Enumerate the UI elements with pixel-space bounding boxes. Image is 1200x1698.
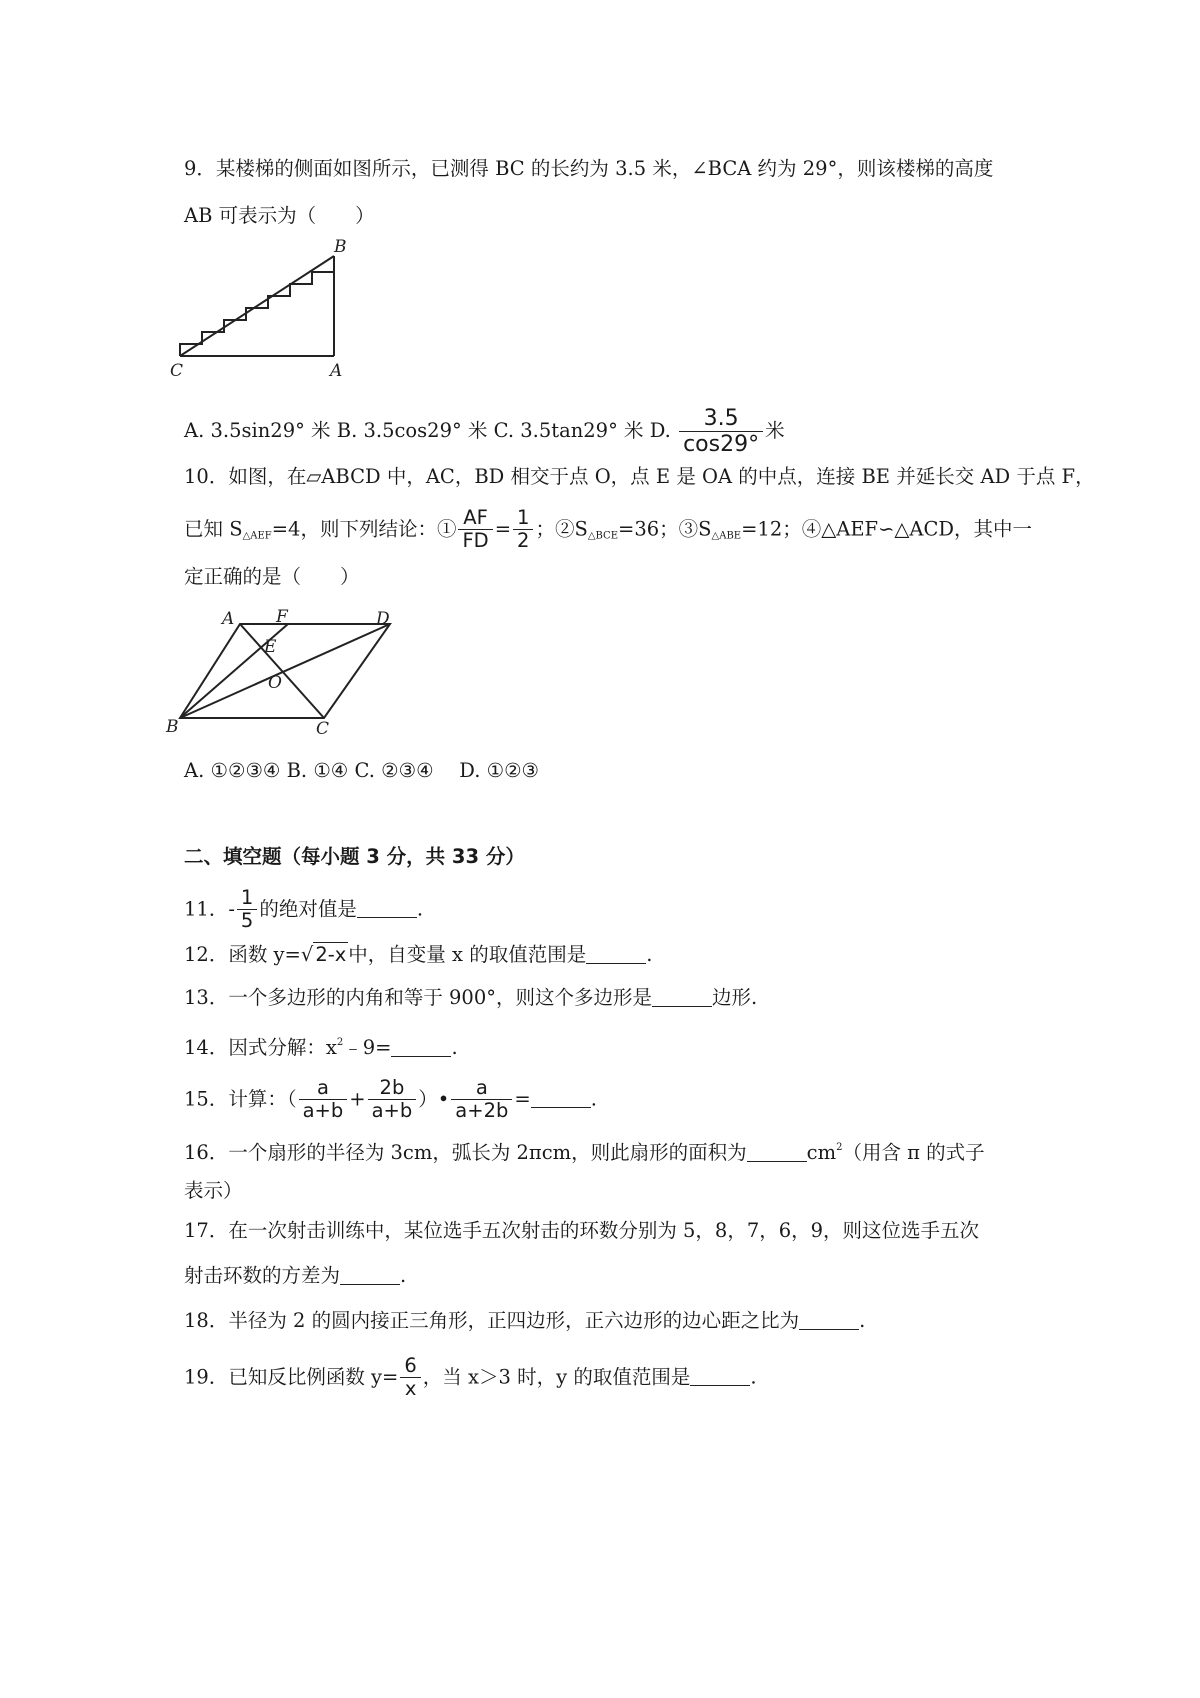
q13 [184,983,757,1013]
q17-pre: 射击环数的方差为 [184,1264,341,1287]
q10-line2 [184,508,1032,552]
q10-text-b: =4，则下列结论：① [271,517,457,541]
q18-end: . [859,1309,866,1332]
stairs-figure [168,228,368,388]
q14-blank [391,1038,451,1057]
label-c: C [316,719,330,739]
q12-end: . [646,943,653,966]
q14-pre: 14．因式分解：x [184,1036,337,1059]
q18-pre: 18．半径为 2 的圆内接正三角形，正四边形，正六边形的边心距之比为 [184,1309,800,1332]
q19 [184,1356,757,1400]
label-f: F [276,607,288,627]
label-d: D [376,609,390,629]
q15-eq: = [514,1087,531,1111]
q15-f1-den: a+b [302,1099,344,1123]
q15-frac1 [299,1078,348,1122]
label-e: E [264,637,277,657]
q10-frac2-num: 1 [513,508,533,530]
q15-f2-num: 2b [368,1078,417,1100]
q11-den: 5 [240,909,254,933]
q15-f2-den: a+b [371,1099,413,1123]
q15-f3-num: a [451,1078,512,1100]
q10-eq: = [494,517,512,541]
q9-d-unit: 米 [765,419,785,443]
q10-line3: 定正确的是（ ） [184,565,360,588]
q9-d-num: 3.5 [679,407,763,432]
q15-close: ）• [418,1087,450,1111]
q13-pre: 13．一个多边形的内角和等于 900°，则这个多边形是 [184,986,652,1009]
q14-mid: ﹣9= [343,1036,392,1059]
section2-title: 二、填空题（每小题 3 分，共 33 分） [184,845,525,868]
q15-plus: + [349,1087,366,1111]
label-b: B [334,237,347,257]
q15-end: . [590,1087,597,1111]
q15-f3-den: a+2b [455,1099,509,1123]
q15-blank [531,1089,591,1108]
q15-frac3 [451,1078,512,1122]
q13-blank [652,988,712,1007]
parallelogram-figure [164,606,404,746]
q10-frac1-den: FD [462,529,489,553]
q19-end: . [750,1365,757,1389]
q10-options: A. ①②③④ B. ①④ C. ②③④ D. ①②③ [184,759,540,782]
q11-blank [357,899,417,918]
label-o: O [268,673,282,693]
q19-post: ，当 x＞3 时，y 的取值范围是 [422,1365,691,1389]
q17-blank [340,1266,400,1285]
q13-post: 边形. [711,986,758,1009]
q11-end: . [416,897,424,921]
q10-sub2: △BCE [587,530,619,542]
q14-sup: 2 [336,1037,344,1048]
q10-text-c: ；②S [535,517,588,541]
q15-f1-num: a [299,1078,348,1100]
q12 [184,940,652,970]
q10-sub3: △ABE [711,530,742,542]
diagonal-ac [240,624,324,718]
q10-frac2 [513,508,533,552]
q15-pre: 15．计算：（ [184,1087,297,1111]
q14 [184,1028,458,1063]
q9-line1: 9．某楼梯的侧面如图所示，已测得 BC 的长约为 3.5 米，∠BCA 约为 29°，则该楼梯的高度 [184,157,994,180]
q10-text-e: =12；④△AEF∽△ACD，其中一 [741,517,1033,541]
q18 [184,1306,865,1336]
q17-line1: 17．在一次射击训练中，某位选手五次射击的环数分别为 5，8，7，6，9，则这位选手五次 [184,1219,980,1242]
q12-radicand: 2-x [315,943,347,966]
q9-d-den: cos29° [683,432,760,458]
q16-line1 [184,1133,985,1168]
label-b: B [166,717,179,737]
q12-pre: 12．函数 y= [184,943,301,966]
q19-blank [690,1367,750,1386]
q10-frac2-den: 2 [517,529,530,553]
q11-pre: 11．- [184,897,235,921]
label-a: A [222,609,235,629]
q11 [184,888,423,932]
q15 [184,1078,597,1122]
q9-line2: AB 可表示为（ ） [184,204,375,227]
q16-pre: 16．一个扇形的半径为 3cm，弧长为 2πcm，则此扇形的面积为 [184,1141,747,1164]
q10-frac1-num: AF [458,508,492,530]
q16-blank [747,1143,807,1162]
q16-line2: 表示） [184,1179,243,1202]
q11-post: 的绝对值是 [259,897,357,921]
q12-blank [586,945,646,964]
q12-sqrt: √ 2-x [300,943,347,966]
q16-post: （用含 π 的式子 [842,1141,985,1164]
q10-text-d: =36；③S [618,517,712,541]
q11-num: 1 [237,888,257,910]
q12-post: 中，自变量 x 的取值范围是 [348,943,587,966]
label-a: A [330,361,343,381]
q18-blank [799,1311,859,1330]
q16-unit: cm [806,1141,837,1164]
q19-num: 6 [400,1356,420,1378]
q10-text-a: 已知 S [184,517,243,541]
q19-pre: 19．已知反比例函数 y= [184,1365,399,1389]
q10-frac1 [458,508,492,552]
q15-frac2 [368,1078,417,1122]
q19-frac [400,1356,420,1400]
q19-den: x [404,1377,417,1401]
diagonal-bd [180,624,390,718]
stairs-diagonal [180,256,334,356]
q17-end: . [400,1264,407,1287]
q9-options-text: A. 3.5sin29° 米 B. 3.5cos29° 米 C. 3.5tan29° 米 D. [184,419,678,443]
q9-options [184,407,785,456]
label-c: C [170,361,184,381]
q14-end: . [451,1036,458,1059]
q11-frac [237,888,257,932]
q10-line1: 10．如图，在▱ABCD 中，AC，BD 相交于点 O，点 E 是 OA 的中点，连接 BE 并延长交 AD 于点 F， [184,465,1095,488]
q10-sub1: △AEF [242,530,272,542]
q16-sup: 2 [836,1142,843,1153]
q9-d-fraction [679,407,763,456]
q17-line2 [184,1261,406,1291]
